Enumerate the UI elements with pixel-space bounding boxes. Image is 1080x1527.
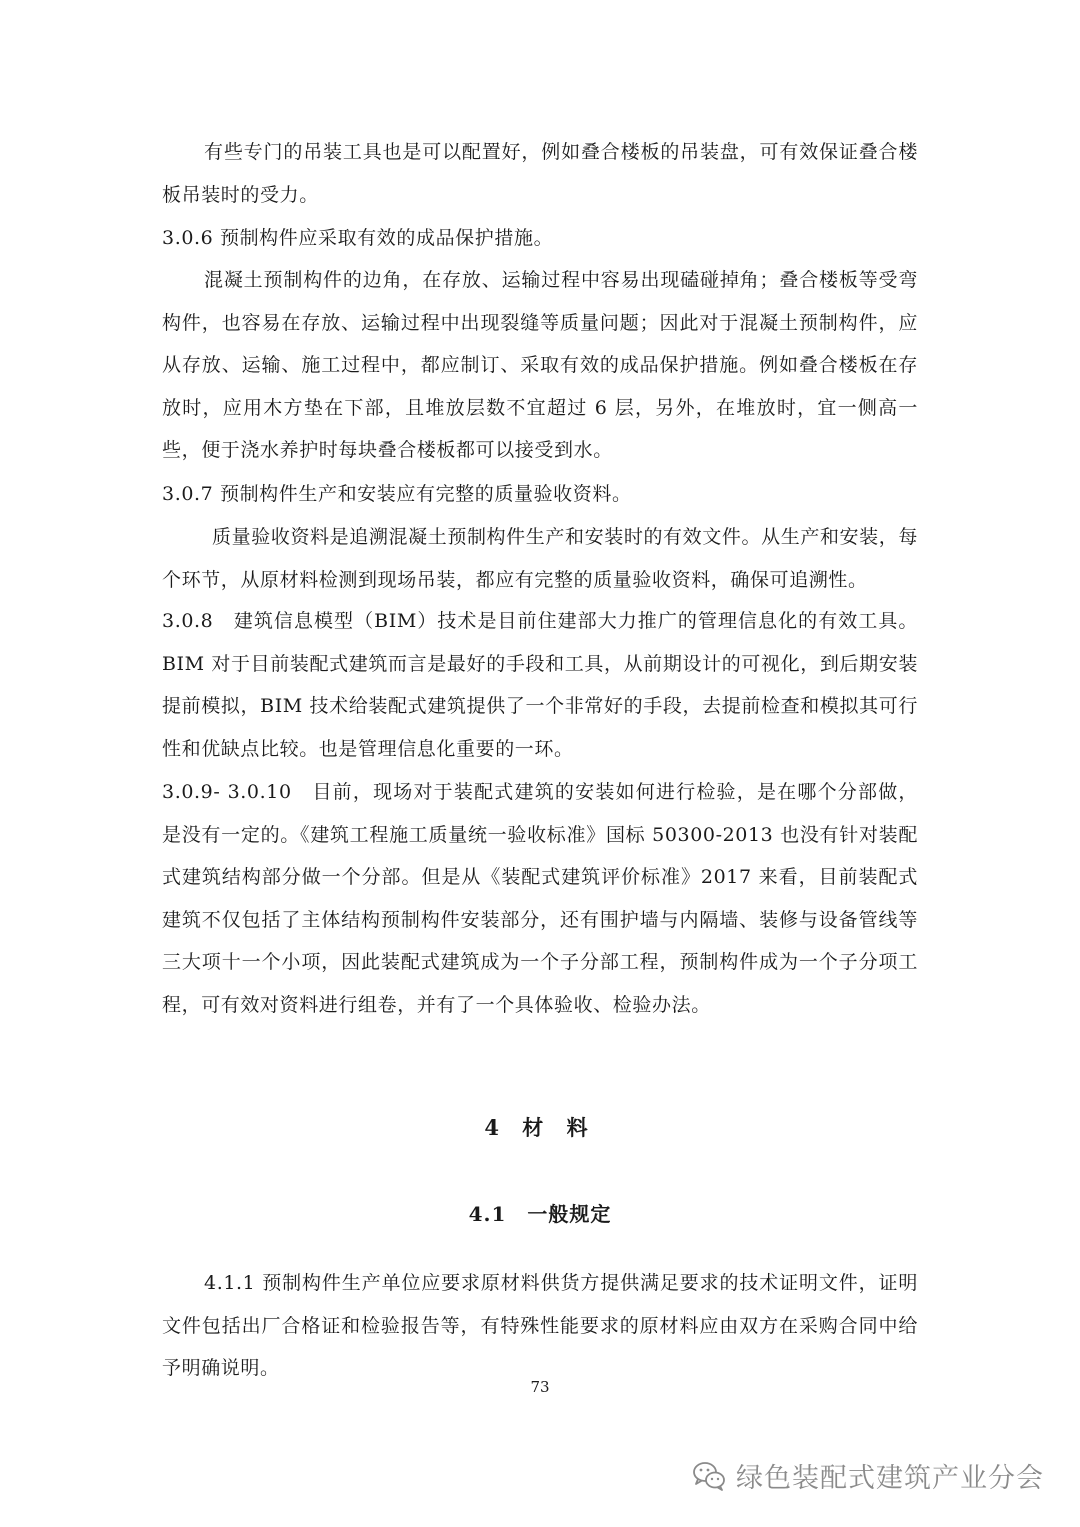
watermark-text: 绿色装配式建筑产业分会 xyxy=(736,1463,1044,1494)
wechat-icon xyxy=(692,1461,726,1491)
paragraph-inspection: 3.0.9- 3.0.10 目前，现场对于装配式建筑的安装如何进行检验，是在哪个分部做，是没有一定的。《建筑工程施工质量统一验收标准》国标 50300-2013 也没有针对装配式建筑结构部分做一个分部。但是从《装配式建筑评价标准》2017 来看，目前装配式建筑不仅包括了主体结构预制构件安装部分，还有围护墙与内隔墙、装修与设备管线等三大项十一个小项，因此装配式建筑成为一个子分部工程，预制构件成为一个子分项工程，可有效对资料进行组卷，并有了一个具体验收、检验办法。 xyxy=(162,781,918,1016)
paragraph-4-1-1: 4.1.1 预制构件生产单位应要求原材料供货方提供满足要求的技术证明文件，证明文件包括出厂合格证和检验报告等，有特殊性能要求的原材料应由双方在采购合同中给予明确说明。 xyxy=(162,1272,918,1379)
paragraph-bim: 3.0.8 建筑信息模型（BIM）技术是目前住建部大力推广的管理信息化的有效工具。BIM 对于目前装配式建筑而言是最好的手段和工具，从前期设计的可视化，到后期安装提前模拟，BIM 技术给装配式建筑提供了一个非常好的手段，去提前检查和模拟其可行性和优缺点比较。也是管理信息化重要的一环。 xyxy=(162,610,918,760)
paragraph-lifting-tools: 有些专门的吊装工具也是可以配置好，例如叠合楼板的吊装盘，可有效保证叠合楼板吊装时的受力。 xyxy=(162,141,918,206)
chapter-title: 4 材 料 xyxy=(484,1115,596,1140)
clause-3-0-7: 3.0.7 预制构件生产和安装应有完整的质量验收资料。 xyxy=(162,483,632,505)
watermark xyxy=(692,1456,1044,1495)
section-title: 4.1 一般规定 xyxy=(468,1202,612,1226)
page-number: 73 xyxy=(530,1378,550,1396)
paragraph-product-protection: 混凝土预制构件的边角，在存放、运输过程中容易出现磕碰掉角；叠合楼板等受弯构件，也容易在存放、运输过程中出现裂缝等质量问题；因此对于混凝土预制构件，应从存放、运输、施工过程中，都应制订、采取有效的成品保护措施。例如叠合楼板在存放时，应用木方垫在下部，且堆放层数不宜超过 6 层，另外，在堆放时，宜一侧高一些，便于浇水养护时每块叠合楼板都可以接受到水。 xyxy=(162,269,918,461)
paragraph-quality-records: 质量验收资料是追溯混凝土预制构件生产和安装时的有效文件。从生产和安装，每个环节，从原材料检测到现场吊装，都应有完整的质量验收资料，确保可追溯性。 xyxy=(162,526,918,591)
clause-3-0-6: 3.0.6 预制构件应采取有效的成品保护措施。 xyxy=(162,227,554,249)
